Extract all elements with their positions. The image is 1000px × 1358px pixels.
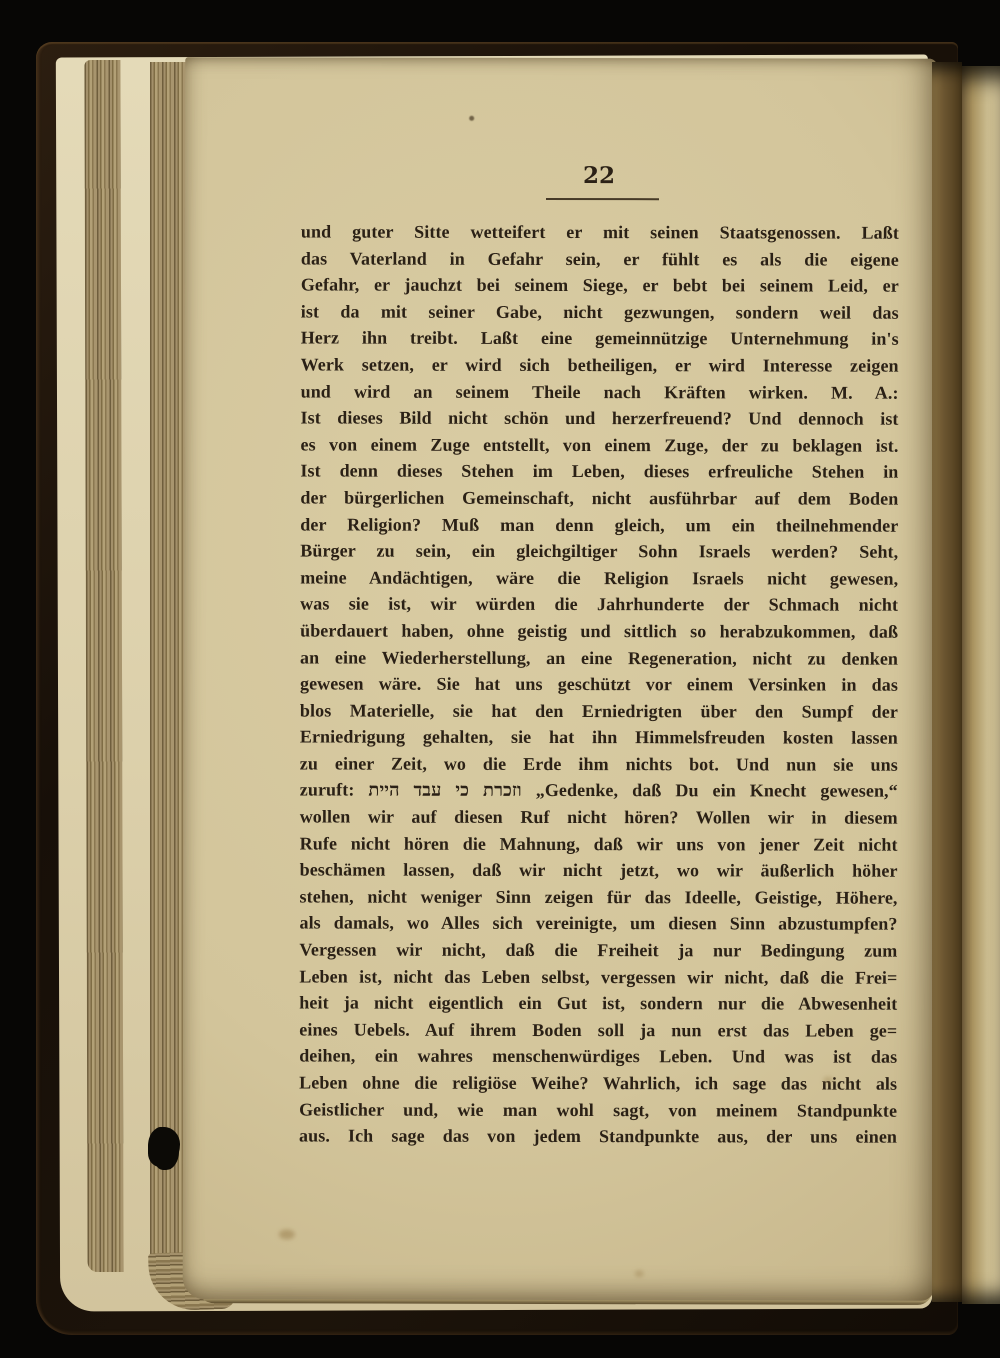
text-line: was sie ist, wir würden die Jahrhunderte der Schmach nicht — [300, 593, 899, 616]
text-line: meine Andächtigen, wäre die Religion Israels nicht gewesen, — [300, 567, 899, 589]
text-line: zu einer Zeit, wo die Erde ihm nichts bot. Und nun sie uns — [299, 753, 898, 775]
text-line: und wird an seinem Theile nach Kräften wirken. M. A.: — [300, 381, 899, 403]
text-line: deihen, ein wahres menschenwürdiges Leben. Und was ist das — [299, 1045, 898, 1068]
ink-speck — [469, 116, 474, 121]
foxing-spot — [279, 1229, 295, 1239]
text-line: aus. Ich sage das von jedem Standpunkte aus, der uns einen — [299, 1125, 898, 1147]
text-line: als damals, wo Alles sich vereinigte, um diesen Sinn abzustumpfen? — [299, 912, 898, 935]
text-line: an eine Wiederherstellung, an eine Regeneration, nicht zu denken — [300, 646, 899, 669]
text-line: wollen wir auf diesen Ruf nicht hören? Wollen wir in diesem — [299, 806, 898, 828]
text-line: Herz ihn treibt. Laßt eine gemeinnützige Unternehmung in's — [300, 327, 899, 350]
text-line: blos Materielle, sie hat den Erniedrigten über den Sumpf der — [299, 700, 898, 722]
text-line: Ist denn dieses Stehen im Leben, dieses erfreuliche Stehen in — [300, 460, 899, 483]
text-line: Vergessen wir nicht, daß die Freiheit ja nur Bedingung zum — [299, 939, 898, 961]
page-edges-left-outer — [84, 60, 123, 1272]
page-number-rule — [546, 198, 659, 200]
text-line: stehen, nicht weniger Sinn zeigen für das Ideelle, Geistige, Höhere, — [299, 886, 898, 908]
text-line: Rufe nicht hören die Mahnung, daß wir uns von jener Zeit nicht — [299, 833, 898, 855]
book-page — [183, 57, 938, 1301]
text-line: Gefahr, er jauchzt bei seinem Siege, er bebt bei seinem Leid, er — [300, 274, 899, 296]
text-line: Werk setzen, er wird sich betheiligen, er wird Interesse zeigen — [300, 354, 899, 376]
text-line: es von einem Zuge entstellt, von einem Zuge, der zu beklagen ist. — [300, 434, 899, 456]
text-line: eines Uebels. Auf ihrem Boden soll ja nun erst das Leben ge= — [299, 1019, 898, 1041]
text-line: und guter Sitte wetteifert er mit seinen Staatsgenossen. Laßt — [300, 221, 899, 243]
text-line: beschämen lassen, daß wir nicht jetzt, wo wir äußerlich höher — [299, 859, 898, 881]
foxing-spot — [635, 1270, 644, 1277]
text-line: Bürger zu sein, ein gleichgiltiger Sohn Israels werden? Seht, — [300, 540, 899, 562]
text-line: zuruft: וזכרת כי עבד היית „Gedenke, daß Du ein Knecht gewesen,“ — [299, 779, 898, 802]
text-line: Leben ohne die religiöse Weihe? Wahrlich, ich sage das nicht als — [299, 1072, 898, 1094]
text-line: das Vaterland in Gefahr sein, er fühlt es als die eigene — [300, 248, 899, 270]
text-line: Erniedrigung gehalten, sie hat ihn Himmelsfreuden kosten lassen — [299, 726, 898, 748]
text-line: ist da mit seiner Gabe, nicht gezwungen, sondern weil das — [300, 301, 899, 323]
text-line: heit ja nicht eigentlich ein Gut ist, sondern nur die Abwesenheit — [299, 992, 898, 1014]
text-line: der bürgerlichen Gemeinschaft, nicht ausführbar auf dem Boden — [300, 487, 899, 509]
text-line: Geistlicher und, wie man wohl sagt, von meinem Standpunkte — [299, 1099, 898, 1121]
book-gutter-shadow — [932, 62, 962, 1302]
text-line: der Religion? Muß man denn gleich, um ein theilnehmender — [300, 513, 899, 536]
text-line: Leben ist, nicht das Leben selbst, vergessen wir nicht, daß die Frei= — [299, 966, 898, 988]
text-line: gewesen wäre. Sie hat uns geschützt vor einem Versinken in das — [299, 673, 899, 695]
text-line: überdauert haben, ohne geistig und sittlich so herabzukommen, daß — [300, 620, 899, 642]
foxing-spot — [823, 1077, 833, 1084]
facing-page-edge — [962, 66, 1000, 1304]
page-number: 22 — [583, 162, 616, 190]
text-line: Ist dieses Bild nicht schön und herzerfreuend? Und dennoch ist — [300, 407, 899, 429]
body-text — [299, 218, 899, 1150]
